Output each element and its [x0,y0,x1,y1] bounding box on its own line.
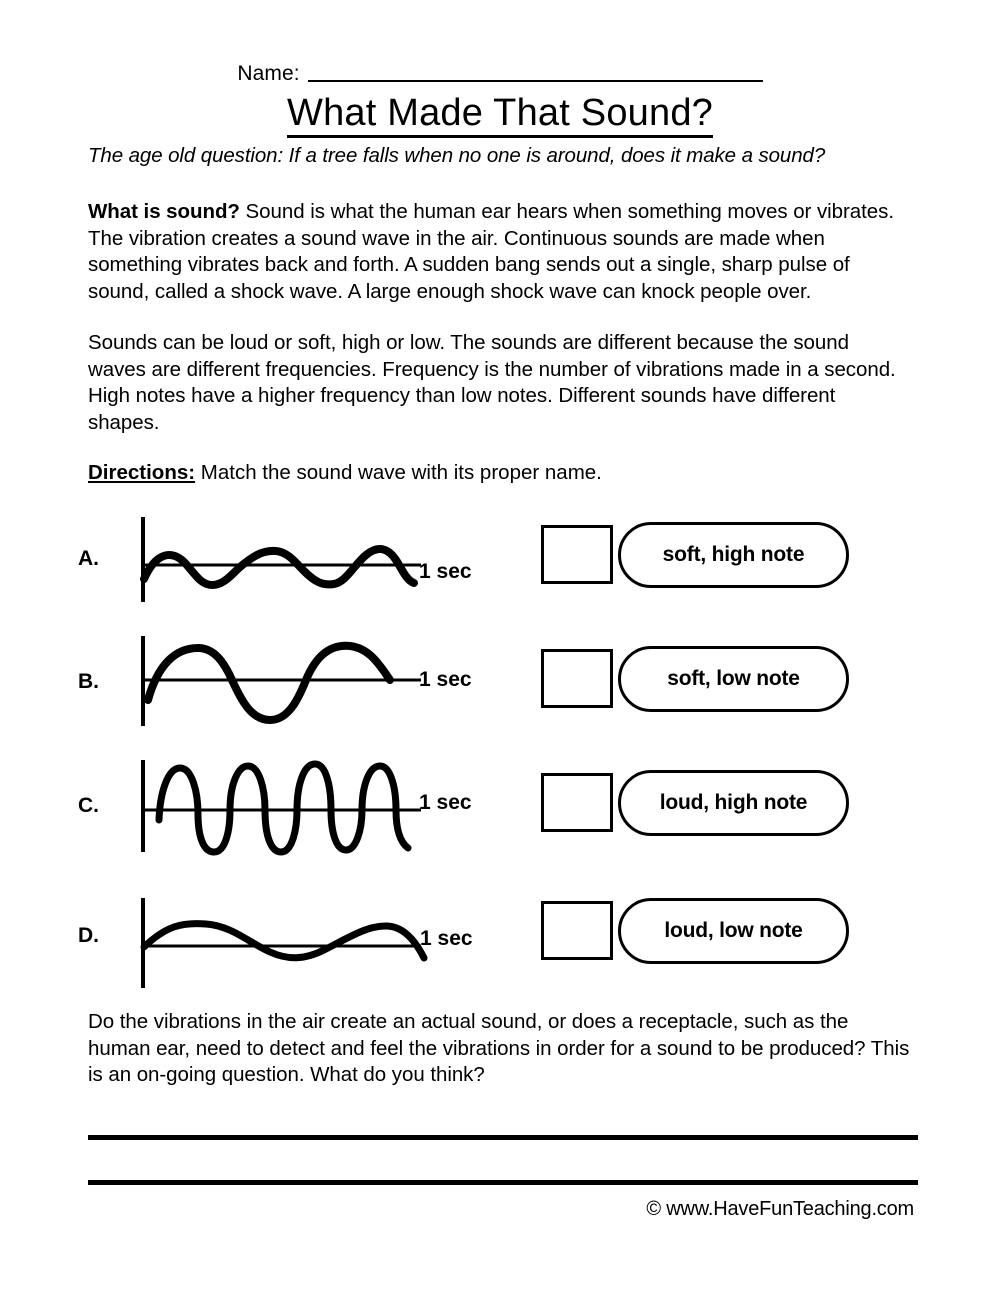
duration-label-c: 1 sec [419,791,472,814]
option-pill-loud-low-note[interactable] [618,898,849,964]
answer-box-d[interactable] [541,901,613,960]
answer-write-line-2[interactable] [88,1180,918,1185]
paragraph-body-text: Sound is what the human ear hears when something moves or vibrates. The vibration creates a sound wave in the air. Continuous sounds are made when something vibrates back and forth. A sudden bang sends out a single, sharp pulse of sound, called a shock wave. A large enough shock wave can knock people over. [88,200,894,303]
page-title [0,92,1000,135]
name-input-blank[interactable] [308,79,763,82]
row-letter-b: B. [78,670,99,693]
wave-figure-a [128,505,428,620]
match-row-d [0,876,1000,998]
paragraph-lead-in: What is sound? [88,200,240,223]
answer-write-line-1[interactable] [88,1135,918,1140]
row-letter-d: D. [78,924,99,947]
row-letter-a: A. [78,547,99,570]
option-pill-label-a: soft, high note [662,543,805,566]
match-row-c [0,752,1000,870]
paragraph-sound-properties: Sounds can be loud or soft, high or low. The sounds are different because the sound waves are different frequencies. Frequency is the number of vibrations made in a second. High notes have a higher frequency than low notes. Different sounds have different shapes. [88,331,896,434]
intro-question: The age old question: If a tree falls when no one is around, does it make a sound? [88,144,826,167]
name-field-row [88,56,912,86]
directions-line [88,461,602,485]
option-pill-soft-low-note[interactable] [618,646,849,712]
footer-copyright: © www.HaveFunTeaching.com [646,1198,914,1220]
page-title-text: What Made That Sound? [287,92,713,138]
option-pill-loud-high-note[interactable] [618,770,849,836]
duration-label-a: 1 sec [419,560,472,583]
closing-question: Do the vibrations in the air create an actual sound, or does a receptacle, such as the human ear, need to detect and feel the vibrations in order for a sound to be produced? This is an on-going question. What do you think? [88,1010,910,1086]
option-pill-label-c: loud, high note [659,791,808,814]
option-pill-label-b: soft, low note [667,667,800,690]
wave-figure-d [128,876,428,991]
answer-box-a[interactable] [541,525,613,584]
row-letter-c: C. [78,794,99,817]
wave-figure-c [128,752,428,867]
duration-label-d: 1 sec [420,927,473,950]
option-pill-soft-high-note[interactable] [618,522,849,588]
match-row-b [0,628,1000,746]
paragraph-what-is-sound [88,199,910,305]
wave-figure-b [128,628,428,743]
answer-box-b[interactable] [541,649,613,708]
option-pill-label-d: loud, low note [664,919,803,942]
directions-text: Match the sound wave with its proper name. [195,461,602,484]
answer-box-c[interactable] [541,773,613,832]
name-label: Name: [237,62,300,85]
match-row-a [0,505,1000,623]
directions-label: Directions: [88,461,196,484]
duration-label-b: 1 sec [419,668,472,691]
